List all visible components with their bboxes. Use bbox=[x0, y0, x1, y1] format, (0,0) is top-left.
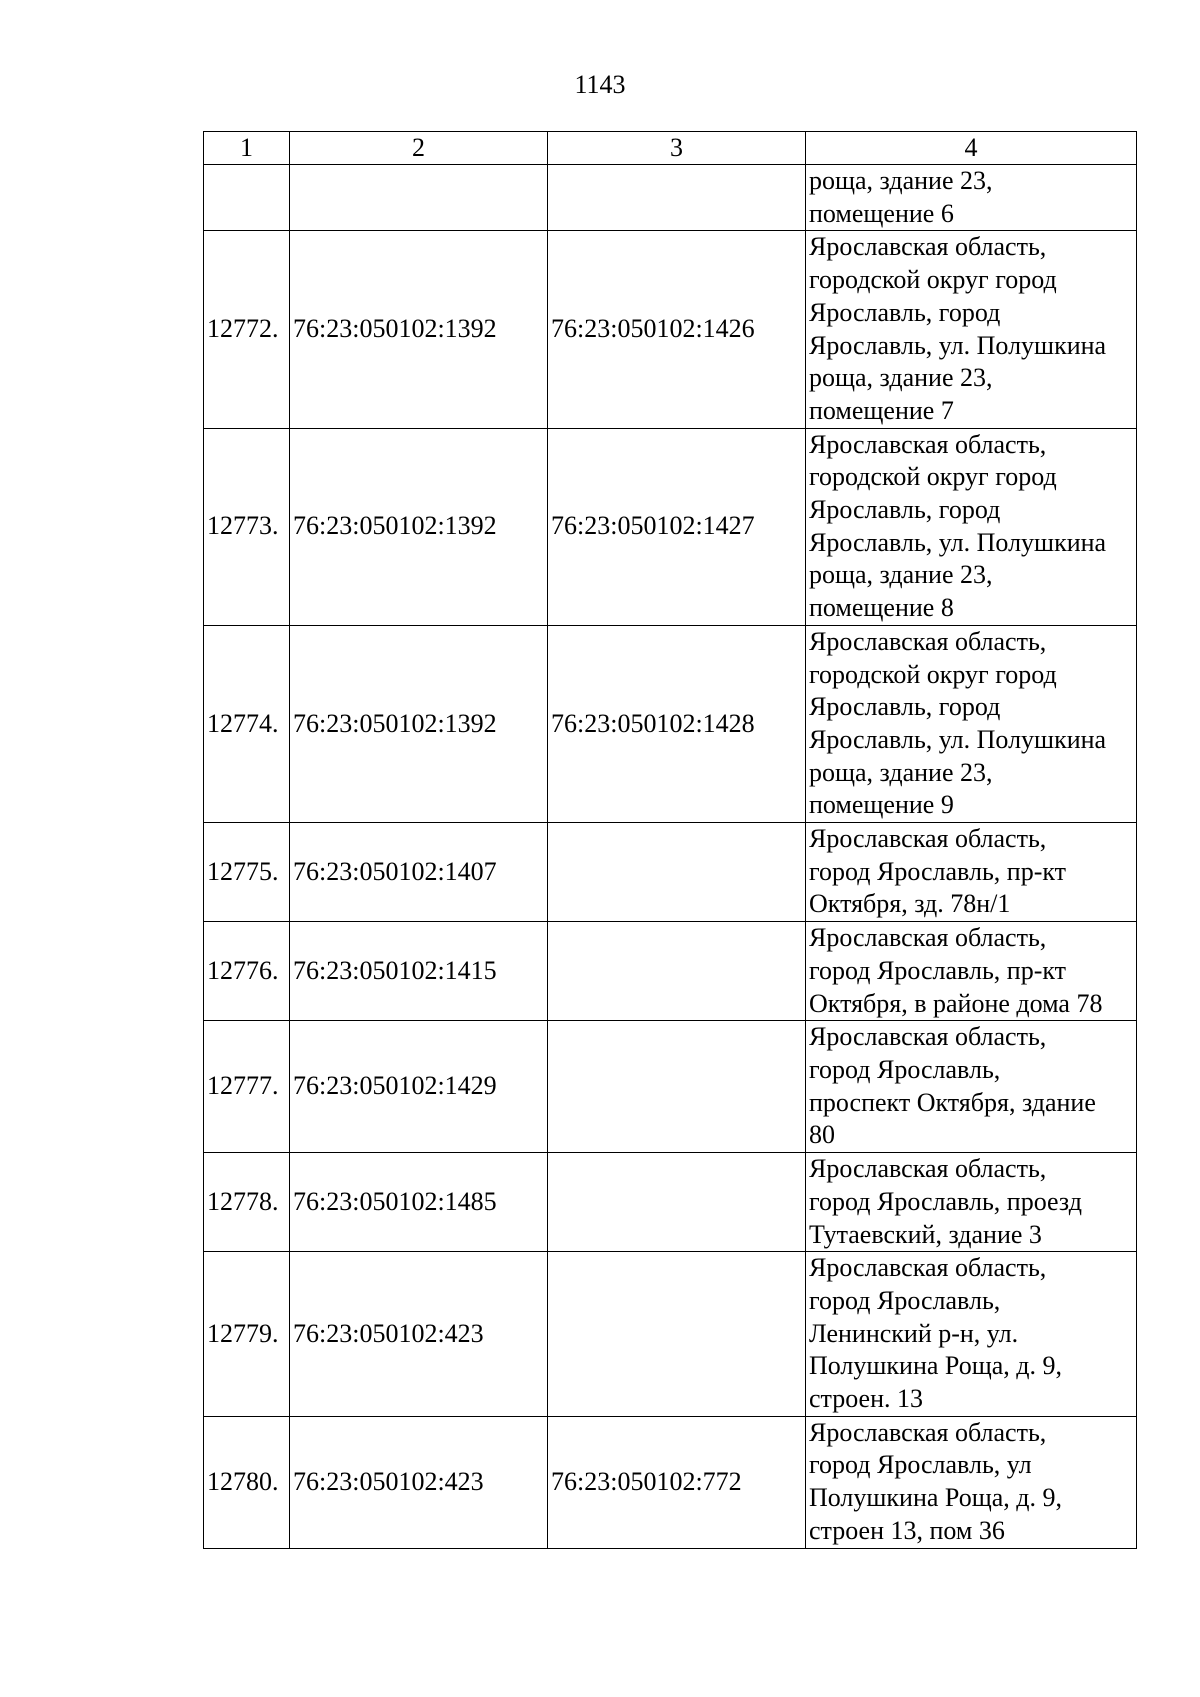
row-number: 12776. bbox=[204, 922, 290, 1021]
address-line: Ленинский р-н, ул. bbox=[809, 1318, 1019, 1348]
header-row bbox=[204, 132, 1137, 165]
premises-number bbox=[548, 1153, 806, 1252]
premises-number bbox=[548, 165, 806, 231]
row-number: 12777. bbox=[204, 1021, 290, 1153]
registry-table bbox=[203, 131, 1137, 1549]
address-line: роща, здание 23, bbox=[809, 757, 993, 787]
address-line: Ярославль, ул. Полушкина bbox=[809, 724, 1107, 754]
address-line: Ярославль, город bbox=[809, 495, 1001, 525]
header-col-2: 2 bbox=[290, 132, 548, 165]
page-number: 1143 bbox=[574, 70, 626, 99]
address-cell bbox=[806, 922, 1137, 1021]
row-number: 12772. bbox=[204, 231, 290, 428]
address-line: Полушкина Роща, д. 9, bbox=[809, 1483, 1063, 1513]
address-cell bbox=[806, 625, 1137, 822]
address-line: городской округ город bbox=[809, 659, 1057, 689]
table-row bbox=[204, 165, 1137, 231]
address-cell bbox=[806, 823, 1137, 922]
address-line: Ярославль, ул. Полушкина bbox=[809, 527, 1107, 557]
address-line: город Ярославль, пр-кт bbox=[809, 955, 1067, 985]
address-cell bbox=[806, 1252, 1137, 1417]
table-row bbox=[204, 1252, 1137, 1417]
address-cell bbox=[806, 1416, 1137, 1548]
row-number: 12778. bbox=[204, 1153, 290, 1252]
cadastral-number: 76:23:050102:1392 bbox=[290, 231, 548, 428]
address-line: строен 13, пом 36 bbox=[809, 1515, 1005, 1545]
premises-number: 76:23:050102:1426 bbox=[548, 231, 806, 428]
address-line: проспект Октября, здание bbox=[809, 1087, 1096, 1117]
row-number: 12780. bbox=[204, 1416, 290, 1548]
address-line: роща, здание 23, bbox=[809, 166, 993, 195]
table-row bbox=[204, 823, 1137, 922]
address-cell bbox=[806, 1153, 1137, 1252]
address-line: город Ярославль, пр-кт bbox=[809, 856, 1067, 886]
premises-number bbox=[548, 1021, 806, 1153]
premises-number bbox=[548, 823, 806, 922]
row-number: 12779. bbox=[204, 1252, 290, 1417]
address-line: Ярославская область, bbox=[809, 923, 1047, 953]
address-cell bbox=[806, 165, 1137, 231]
address-line: роща, здание 23, bbox=[809, 560, 993, 590]
address-line: помещение 9 bbox=[809, 790, 954, 820]
address-line: Ярославская область, bbox=[809, 429, 1047, 459]
row-number bbox=[204, 165, 290, 231]
table-row bbox=[204, 625, 1137, 822]
address-line: Ярославль, ул. Полушкина bbox=[809, 330, 1107, 360]
address-line: Полушкина Роща, д. 9, bbox=[809, 1351, 1063, 1381]
premises-number: 76:23:050102:1428 bbox=[548, 625, 806, 822]
address-line: помещение 8 bbox=[809, 593, 954, 623]
address-line: город Ярославль, bbox=[809, 1054, 1001, 1084]
table-row bbox=[204, 922, 1137, 1021]
row-number: 12774. bbox=[204, 625, 290, 822]
premises-number: 76:23:050102:772 bbox=[548, 1416, 806, 1548]
row-number: 12773. bbox=[204, 428, 290, 625]
address-line: помещение 6 bbox=[809, 198, 954, 228]
cadastral-number: 76:23:050102:1429 bbox=[290, 1021, 548, 1153]
cadastral-number: 76:23:050102:1392 bbox=[290, 428, 548, 625]
address-line: Ярославль, город bbox=[809, 297, 1001, 327]
table-row bbox=[204, 231, 1137, 428]
address-line: Ярославская область, bbox=[809, 232, 1047, 262]
address-line: 80 bbox=[809, 1120, 835, 1150]
address-line: Ярославская область, bbox=[809, 1253, 1047, 1283]
address-line: городской округ город bbox=[809, 462, 1057, 492]
cadastral-number: 76:23:050102:1407 bbox=[290, 823, 548, 922]
cadastral-number: 76:23:050102:423 bbox=[290, 1416, 548, 1548]
address-cell bbox=[806, 1021, 1137, 1153]
address-line: город Ярославль, проезд bbox=[809, 1186, 1082, 1216]
header-col-3: 3 bbox=[548, 132, 806, 165]
address-line: Ярославская область, bbox=[809, 1417, 1047, 1447]
cadastral-number: 76:23:050102:1485 bbox=[290, 1153, 548, 1252]
table-row bbox=[204, 1021, 1137, 1153]
address-line: строен. 13 bbox=[809, 1384, 923, 1414]
address-line: Тутаевский, здание 3 bbox=[809, 1219, 1042, 1249]
address-line: Ярославская область, bbox=[809, 1154, 1047, 1184]
premises-number: 76:23:050102:1427 bbox=[548, 428, 806, 625]
address-line: Ярославская область, bbox=[809, 626, 1047, 656]
table-body bbox=[204, 165, 1137, 1549]
address-line: Ярославская область, bbox=[809, 1022, 1047, 1052]
premises-number bbox=[548, 922, 806, 1021]
address-line: город Ярославль, ул bbox=[809, 1450, 1032, 1480]
table-row bbox=[204, 1416, 1137, 1548]
address-line: город Ярославль, bbox=[809, 1285, 1001, 1315]
table-row bbox=[204, 428, 1137, 625]
header-col-1: 1 bbox=[204, 132, 290, 165]
row-number: 12775. bbox=[204, 823, 290, 922]
address-cell bbox=[806, 428, 1137, 625]
address-line: городской округ город bbox=[809, 265, 1057, 295]
address-line: Октября, в районе дома 78 bbox=[809, 988, 1103, 1018]
premises-number bbox=[548, 1252, 806, 1417]
table-header bbox=[204, 132, 1137, 165]
address-line: Ярославль, город bbox=[809, 692, 1001, 722]
cadastral-number: 76:23:050102:1392 bbox=[290, 625, 548, 822]
cadastral-number: 76:23:050102:1415 bbox=[290, 922, 548, 1021]
address-line: Октября, зд. 78н/1 bbox=[809, 889, 1011, 919]
table-row bbox=[204, 1153, 1137, 1252]
cadastral-number bbox=[290, 165, 548, 231]
address-line: Ярославская область, bbox=[809, 824, 1047, 854]
cadastral-number: 76:23:050102:423 bbox=[290, 1252, 548, 1417]
address-line: помещение 7 bbox=[809, 395, 954, 425]
address-line: роща, здание 23, bbox=[809, 363, 993, 393]
address-cell bbox=[806, 231, 1137, 428]
header-col-4: 4 bbox=[806, 132, 1137, 165]
